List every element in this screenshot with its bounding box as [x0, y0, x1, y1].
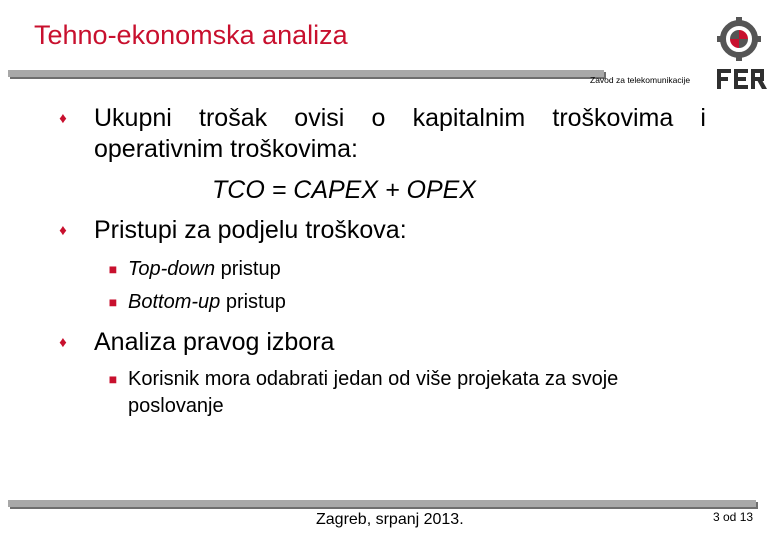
- department-label: Zavod za telekomunikacije: [590, 75, 691, 85]
- fer-logo: [717, 67, 767, 91]
- bullet-1-line-1: Ukupni trošak ovisi o kapitalnim troškovima i: [94, 104, 706, 132]
- footer-place-date: Zagreb, srpanj 2013.: [316, 511, 464, 528]
- sub-bullet-project-choice-line-1: Korisnik mora odabrati jedan od više projekata za svoje: [128, 368, 619, 390]
- header-rule: [8, 70, 604, 77]
- sub-bullet-marker: ■: [108, 294, 118, 310]
- bullet-marker: ♦: [59, 222, 67, 239]
- top-down-term: Top-down: [128, 258, 216, 280]
- slide-title: Tehno-ekonomska analiza: [34, 20, 348, 50]
- sub-bullet-bottom-up: [128, 289, 718, 315]
- bullet-marker: ♦: [59, 334, 67, 351]
- sub-bullet-project-choice-line-2: poslovanje: [128, 395, 224, 417]
- bottom-up-rest: pristup: [220, 291, 286, 313]
- footer-rule: [8, 500, 756, 507]
- sub-bullet-marker: ■: [108, 261, 118, 277]
- bullet-3: Analiza pravog izbora: [94, 328, 335, 356]
- bullet-2: Pristupi za podjelu troškova:: [94, 216, 407, 244]
- top-down-rest: pristup: [215, 258, 281, 280]
- sub-bullet-marker: ■: [108, 371, 118, 387]
- tco-formula: TCO = CAPEX + OPEX: [212, 176, 476, 204]
- bullet-marker: ♦: [59, 110, 67, 127]
- fer-emblem-icon: [716, 16, 762, 62]
- bullet-1-line-2: operativnim troškovima:: [94, 135, 358, 163]
- bottom-up-term: Bottom-up: [128, 291, 221, 313]
- sub-bullet-top-down: [128, 256, 718, 282]
- page-number: 3 od 13: [713, 510, 754, 524]
